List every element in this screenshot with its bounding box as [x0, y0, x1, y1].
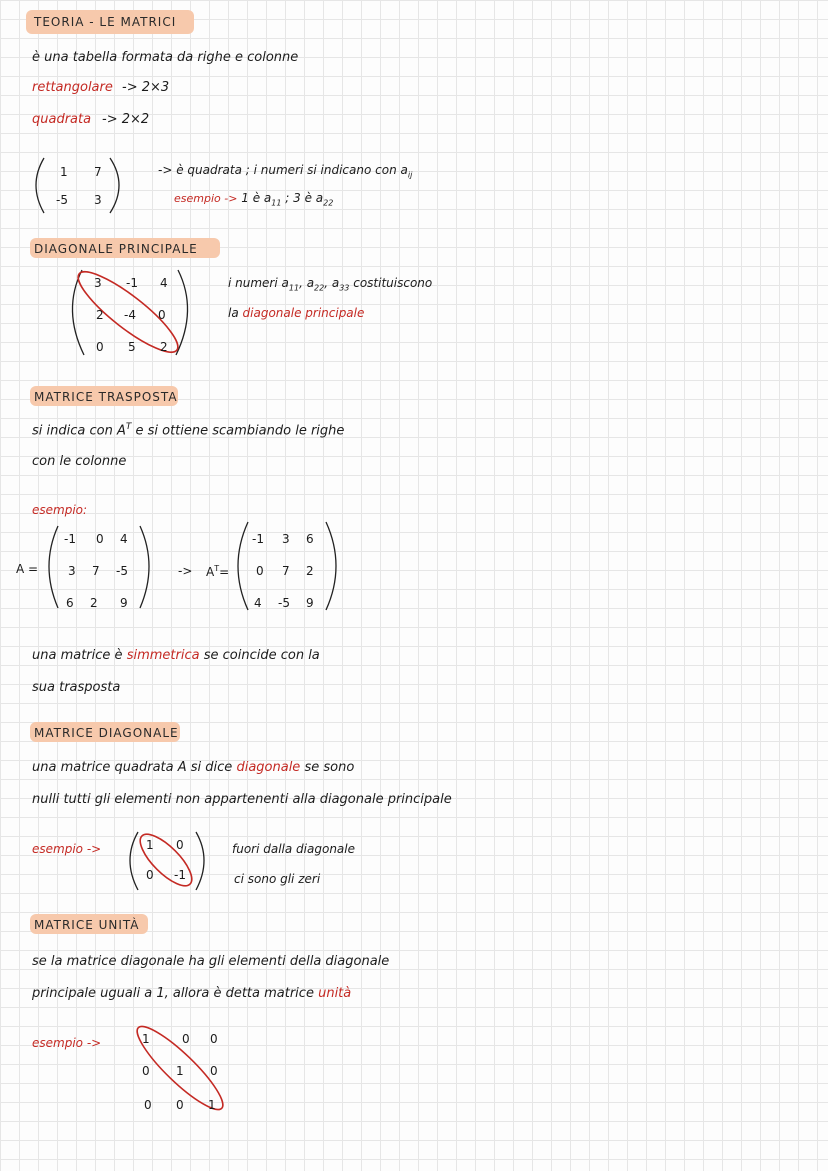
diag-line1-s3: 33 [339, 283, 350, 293]
unit-cell: 0 [176, 1098, 184, 1112]
unit-cell: 1 [176, 1064, 184, 1078]
ex1-example-mid: ; 3 è a [285, 191, 324, 205]
diag-cell: 0 [96, 340, 104, 354]
trasp-line1-b: e si ottiene scambiando le righe [131, 423, 345, 439]
at-cell: 3 [282, 532, 290, 546]
diag-cell: 5 [128, 340, 136, 354]
a-cell: 4 [120, 532, 128, 546]
diag-cell: 3 [94, 276, 102, 290]
a-right-paren [140, 526, 149, 608]
trasp-line2: con le colonne [32, 454, 127, 469]
a-cell: -1 [64, 532, 76, 546]
diag-line1-s2: 22 [314, 283, 325, 293]
a-cell: 7 [92, 564, 100, 578]
dm-right-paren [196, 832, 204, 890]
diag-line2-red: diagonale principale [242, 306, 365, 320]
dm-oval [133, 827, 199, 893]
unit-cell: 0 [210, 1064, 218, 1078]
page-title: TEORIA - LE MATRICI [34, 15, 177, 29]
a-cell: 2 [90, 596, 98, 610]
diagmat-note1: fuori dalla diagonale [232, 842, 355, 856]
diag-line1-b: , a [299, 276, 315, 290]
diag-line2-a: la [228, 306, 239, 320]
ex1-right-paren [110, 158, 119, 213]
diagmat-note2: ci sono gli zeri [234, 872, 321, 886]
diagmat-heading: MATRICE DIAGONALE [34, 726, 179, 740]
trasp-line1-sup: T [125, 422, 132, 432]
at-left-paren [238, 522, 248, 610]
rect-value: -> 2×3 [122, 80, 170, 95]
diag-line1-s1: 11 [288, 283, 300, 293]
square-label: quadrata [32, 112, 92, 127]
trasp-line1-a: si indica con A [32, 423, 126, 439]
sym-red: simmetrica [126, 648, 200, 663]
ex1-example-sub2: 22 [323, 198, 334, 208]
diag-line1-c: , a [324, 276, 340, 290]
a-label: A = [16, 562, 39, 576]
diag-cell: -1 [126, 276, 138, 290]
diag-heading: DIAGONALE PRINCIPALE [34, 242, 198, 256]
square-value: -> 2×2 [102, 112, 150, 127]
diagmat-line1-b: se sono [304, 760, 355, 775]
at-cell: -1 [252, 532, 264, 546]
a-cell: 0 [96, 532, 104, 546]
ex1-cell: 7 [94, 165, 102, 179]
unit-cell: 0 [182, 1032, 190, 1046]
diag-cell: 2 [96, 308, 104, 322]
diag-line1-a: i numeri a [228, 276, 289, 290]
sym-line1 [32, 648, 320, 663]
diag-cell: -4 [124, 308, 136, 322]
ex1-example [174, 191, 333, 207]
diag-line1 [228, 276, 432, 292]
at-letter: A [206, 565, 215, 579]
dm-cell: 0 [176, 838, 184, 852]
ex1-cell: 1 [60, 165, 68, 179]
rect-label: rettangolare [32, 80, 113, 95]
diag-line1-d: costituiscono [349, 276, 433, 290]
at-label [206, 564, 229, 579]
trasp-line1 [32, 422, 344, 438]
diagmat-line1-red: diagonale [236, 760, 301, 775]
diagmat-line1 [32, 760, 354, 775]
at-eq: = [219, 565, 230, 579]
at-right-paren [326, 522, 336, 610]
ex1-left-paren [36, 158, 44, 213]
a-left-paren [49, 526, 58, 608]
at-cell: 9 [306, 596, 314, 610]
a-cell: 6 [66, 596, 74, 610]
at-cell: 2 [306, 564, 314, 578]
unit-cell: 0 [142, 1064, 150, 1078]
dm-cell: -1 [174, 868, 186, 882]
trasp-arrow: -> [178, 564, 193, 578]
diag-cell: 2 [160, 340, 168, 354]
ex1-cell: 3 [94, 193, 102, 207]
intro-text: è una tabella formata da righe e colonne [32, 50, 299, 65]
dm-cell: 1 [146, 838, 154, 852]
diagmat-line2: nulli tutti gli elementi non appartenenti alla diagonale principale [32, 792, 452, 807]
unit-cell: 0 [144, 1098, 152, 1112]
ex1-note-text: -> è quadrata ; i numeri si indicano con a [158, 163, 408, 177]
sym-line2: sua trasposta [32, 680, 121, 695]
dm-cell: 0 [146, 868, 154, 882]
a-cell: -5 [116, 564, 128, 578]
ex1-example-text: 1 è a [241, 191, 272, 205]
a-cell: 3 [68, 564, 76, 578]
diag-left-paren [72, 270, 84, 355]
unit-heading: MATRICE UNITÀ [34, 918, 140, 932]
diag-cell: 4 [160, 276, 168, 290]
unit-line2-red: unità [318, 986, 352, 1001]
unit-example-label: esempio -> [32, 1036, 102, 1050]
unit-cell: 1 [142, 1032, 150, 1046]
unit-line2-a: principale uguali a 1, allora è detta matrice [32, 986, 314, 1001]
a-cell: 9 [120, 596, 128, 610]
sym-a: una matrice è [32, 648, 123, 663]
unit-line2 [32, 986, 351, 1001]
diag-cell: 0 [158, 308, 166, 322]
ex1-note [158, 163, 412, 179]
trasp-heading: MATRICE TRASPOSTA [34, 390, 178, 404]
ex1-example-label: esempio -> [174, 192, 238, 205]
at-cell: -5 [278, 596, 290, 610]
sym-b: se coincide con la [203, 648, 320, 663]
at-cell: 7 [282, 564, 290, 578]
dm-left-paren [130, 832, 138, 890]
at-cell: 6 [306, 532, 314, 546]
unit-cell: 1 [208, 1098, 216, 1112]
at-sup: T [214, 564, 220, 573]
unit-cell: 0 [210, 1032, 218, 1046]
ex1-example-sub1: 11 [271, 198, 282, 208]
at-cell: 4 [254, 596, 262, 610]
ex1-cell: -5 [56, 193, 68, 207]
diag-line2 [228, 306, 364, 320]
diagmat-line1-a: una matrice quadrata A si dice [32, 760, 233, 775]
ex1-note-sub: ij [407, 170, 413, 180]
trasp-example-label: esempio: [32, 503, 88, 517]
unit-line1: se la matrice diagonale ha gli elementi della diagonale [32, 954, 390, 969]
at-cell: 0 [256, 564, 264, 578]
diagmat-example-label: esempio -> [32, 842, 102, 856]
